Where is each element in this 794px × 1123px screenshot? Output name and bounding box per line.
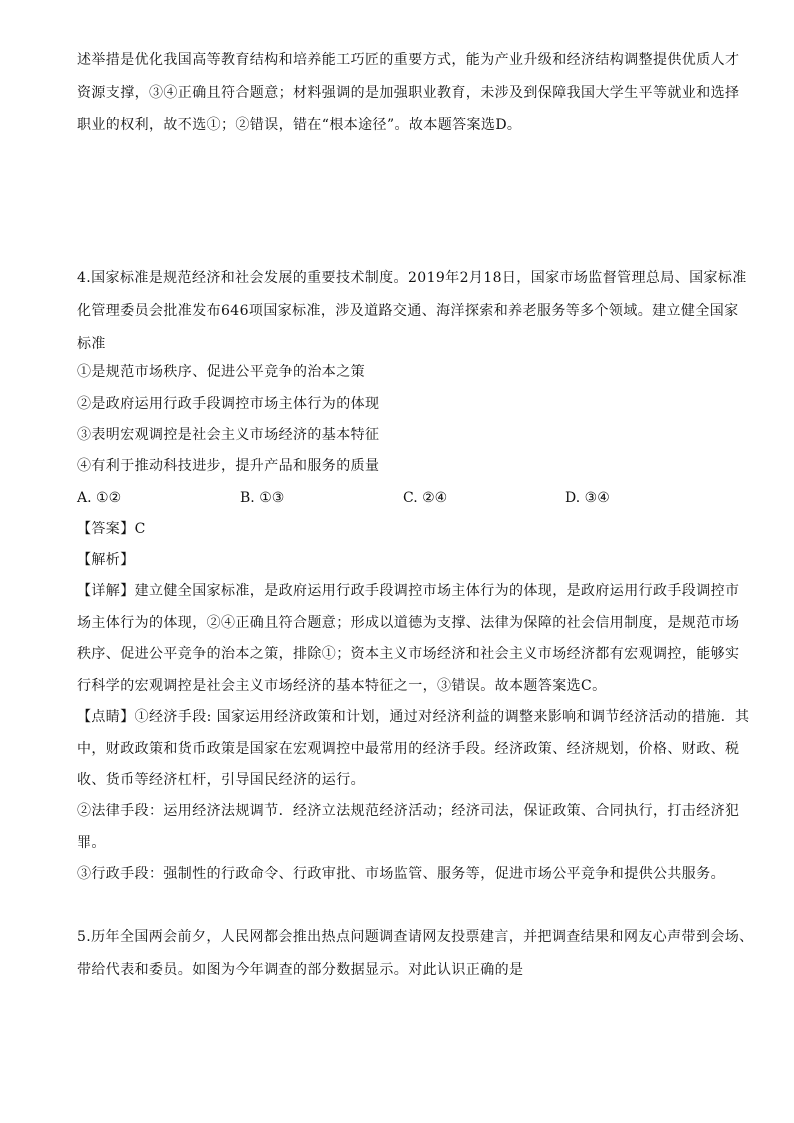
q4-detail-line-2: 场主体行为的体现，②④正确且符合题意；形成以道德为支撑、法律为保障的社会信用制度，是规范市场 (77, 615, 740, 631)
q5-stem-line-1: 5.历年全国两会前夕，人民网都会推出热点问题调查请网友投票建言，并把调查结果和网友心声带到会场、 (77, 929, 754, 945)
prev-explanation-line-3: 职业的权利，故不选①；②错误，错在“根本途径”。故本题答案选D。 (77, 117, 522, 133)
q4-statement-1: ①是规范市场秩序、促进公平竞争的治本之策 (77, 364, 365, 380)
prev-explanation-line-1: 述举措是优化我国高等教育结构和培养能工巧匠的重要方式，能为产业升级和经济结构调整提供优质人才 (77, 52, 740, 68)
q4-tips-line-1: 【点睛】①经济手段: 国家运用经济政策和计划，通过对经济利益的调整来影响和调节经济活动的措施．其 (77, 709, 750, 725)
q4-option-d-letter: D. (565, 490, 581, 506)
q4-option-b-letter: B. (240, 490, 255, 506)
q4-tips-line-6: ③行政手段：强制性的行政命令、行政审批、市场监管、服务等，促进市场公平竞争和提供公共服务。 (77, 866, 725, 882)
q4-option-b-text: ①③ (259, 490, 285, 506)
q4-option-c (403, 488, 447, 508)
q4-answer: 【答案】C (77, 521, 146, 537)
q4-tips-line-3: 收、货币等经济杠杆，引导国民经济的运行。 (77, 772, 365, 788)
q4-tips-line-2: 中，财政政策和货币政策是国家在宏观调控中最常用的经济手段。经济政策、经济规划，价格、财政、税 (77, 741, 740, 757)
q4-option-c-letter: C. (403, 490, 418, 506)
q4-stem-line-2: 化管理委员会批准发布646项国家标准，涉及道路交通、海洋探索和养老服务等多个领域。建立健全国家 (77, 303, 739, 319)
prev-explanation-line-2: 资源支撑，③④正确且符合题意；材料强调的是加强职业教育，未涉及到保障我国大学生平等就业和选择 (77, 85, 740, 101)
q4-stem-line-1: 4.国家标准是规范经济和社会发展的重要技术制度。2019年2月18日，国家市场监督管理总局、国家标准 (77, 270, 747, 286)
q4-option-c-text: ②④ (422, 490, 448, 506)
q4-option-a (77, 488, 121, 508)
q4-tips-line-5: 罪。 (77, 835, 106, 851)
q4-tips-line-4: ②法律手段：运用经济法规调节．经济立法规范经济活动；经济司法，保证政策、合同执行，打击经济犯 (77, 803, 740, 819)
q5-stem-line-2: 带给代表和委员。如图为今年调查的部分数据显示。对此认识正确的是 (77, 962, 524, 978)
q4-option-b (240, 488, 284, 508)
q4-detail-line-3: 秩序、促进公平竞争的治本之策，排除①；资本主义市场经济和社会主义市场经济都有宏观调控，能够实 (77, 646, 740, 662)
q4-statement-4: ④有利于推动科技进步，提升产品和服务的质量 (77, 458, 380, 474)
q4-analysis-heading: 【解析】 (77, 552, 135, 568)
q4-stem-line-3: 标准 (77, 336, 106, 352)
q4-detail-line-4: 行科学的宏观调控是社会主义市场经济的基本特征之一，③错误。故本题答案选C。 (77, 678, 607, 694)
q4-statement-2: ②是政府运用行政手段调控市场主体行为的体现 (77, 396, 380, 412)
q4-option-d-text: ③④ (584, 490, 610, 506)
q4-option-a-text: ①② (96, 490, 122, 506)
q4-statement-3: ③表明宏观调控是社会主义市场经济的基本特征 (77, 427, 380, 443)
q4-option-d (565, 488, 610, 508)
q4-option-a-letter: A. (77, 490, 92, 506)
q4-detail-line-1: 【详解】建立健全国家标准，是政府运用行政手段调控市场主体行为的体现，是政府运用行政手段调控市 (77, 583, 740, 599)
